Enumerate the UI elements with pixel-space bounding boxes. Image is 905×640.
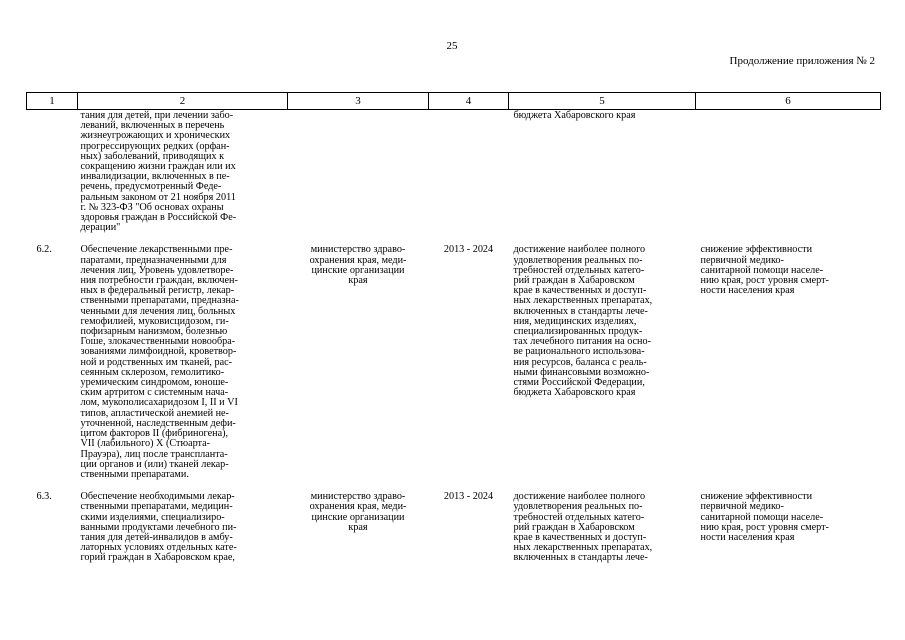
executor-text: министерство здраво- охранения края, меди- цинские организации края (309, 491, 407, 533)
period-text: 2013 - 2024 (443, 491, 494, 503)
consequence-text (696, 110, 881, 246)
table-row (27, 245, 881, 492)
period-text (429, 110, 509, 246)
table-row (27, 110, 881, 246)
result-text: достижение наиболее полного удовлетворения реальных по- требностей отдельных катего- рий граждан в Хабаровском крае в качественных и доступ- ных лекарственных препаратах, включенных в стандарты лече- ния, медицинских изделиях, специализированных продук- тах лечебного питания на осно- ве рационального использова- ния ресурсов, баланса с реаль- ными финансовыми возможно- стями Российской Федерации, бюджета Хабаровского края (513, 244, 653, 399)
table-header-row (27, 93, 881, 110)
continuation-label: Продолжение приложения № 2 (729, 55, 875, 67)
program-table (26, 92, 881, 564)
row-number: 6.3. (36, 491, 52, 503)
period-text: 2013 - 2024 (443, 244, 494, 256)
header-col-3: 3 (288, 93, 429, 110)
header-col-5: 5 (509, 93, 696, 110)
consequence-text: снижение эффективности первичной медико- санитарной помощи населе- нию края, рост уровня смерт- ности населения края (700, 491, 829, 543)
measure-text: Обеспечение лекарственными пре- паратами, предназначенными для лечения лиц, Уровень удовлетворе- ния потребности граждан, включен- ных в федеральный регистр, лекар- ственными препаратами, предназна- ченными для лечения лиц, больных гемофилией, муковисцидозом, ги- пофизарным нанизмом, болезнью Гоше, злокачественными новообра- зованиями лимфоидной, кроветвор- ной и родственных им тканей, рас- сеянным склерозом, гемолитико- уремическим синдромом, юноше- ским артритом с системным нача- лом, мукополисахаридозом I, II и VI типов, апластической анемией не- уточненной, наследственным дефи- цитом факторов II (фибриногена), VII (лабильного) X (Стюарта- Прауэра), лиц после транспланта- ции органов и (или) тканей лекар- ственными препаратами. (80, 244, 239, 480)
header-col-6: 6 (696, 93, 881, 110)
measure-text: Обеспечение необходимыми лекар- ственными препаратами, медицин- скими изделиями, специализиро- ванными продуктами лечебного пи- тания для детей-инвалидов в амбу- латорных условиях отдельных кате- горий граждан в Хабаровском крае, (80, 491, 237, 564)
executor-text (288, 110, 429, 246)
page-number: 25 (446, 40, 458, 52)
result-text: бюджета Хабаровского края (513, 110, 636, 121)
row-number: 6.2. (36, 244, 52, 256)
header-col-1: 1 (27, 93, 78, 110)
executor-text: министерство здраво- охранения края, меди- цинские организации края (309, 244, 407, 287)
consequence-text: снижение эффективности первичной медико- санитарной помощи населе- нию края, рост уровня смерт- ности населения края (700, 244, 829, 297)
table-row (27, 492, 881, 563)
row-number (27, 110, 78, 246)
header-col-2: 2 (78, 93, 288, 110)
result-text: достижение наиболее полного удовлетворения реальных по- требностей отдельных катего- рий граждан в Хабаровском крае в качественных и доступ- ных лекарственных препаратах, включенных в стандарты лече- (513, 491, 653, 564)
measure-text: тания для детей, при лечении забо- леваний, включенных в перечень жизнеугрожающих и хронических прогрессирующих редких (орфан- ных) заболеваний, приводящих к сокращению жизни граждан или их инвалидизации, включенных в пе- речень, предусмотренный Феде- ральным законом от 21 ноября 2011 г. № 323-ФЗ "Об основах охраны здоровья граждан в Российской Фе- дерации" (80, 110, 237, 234)
header-col-4: 4 (429, 93, 509, 110)
